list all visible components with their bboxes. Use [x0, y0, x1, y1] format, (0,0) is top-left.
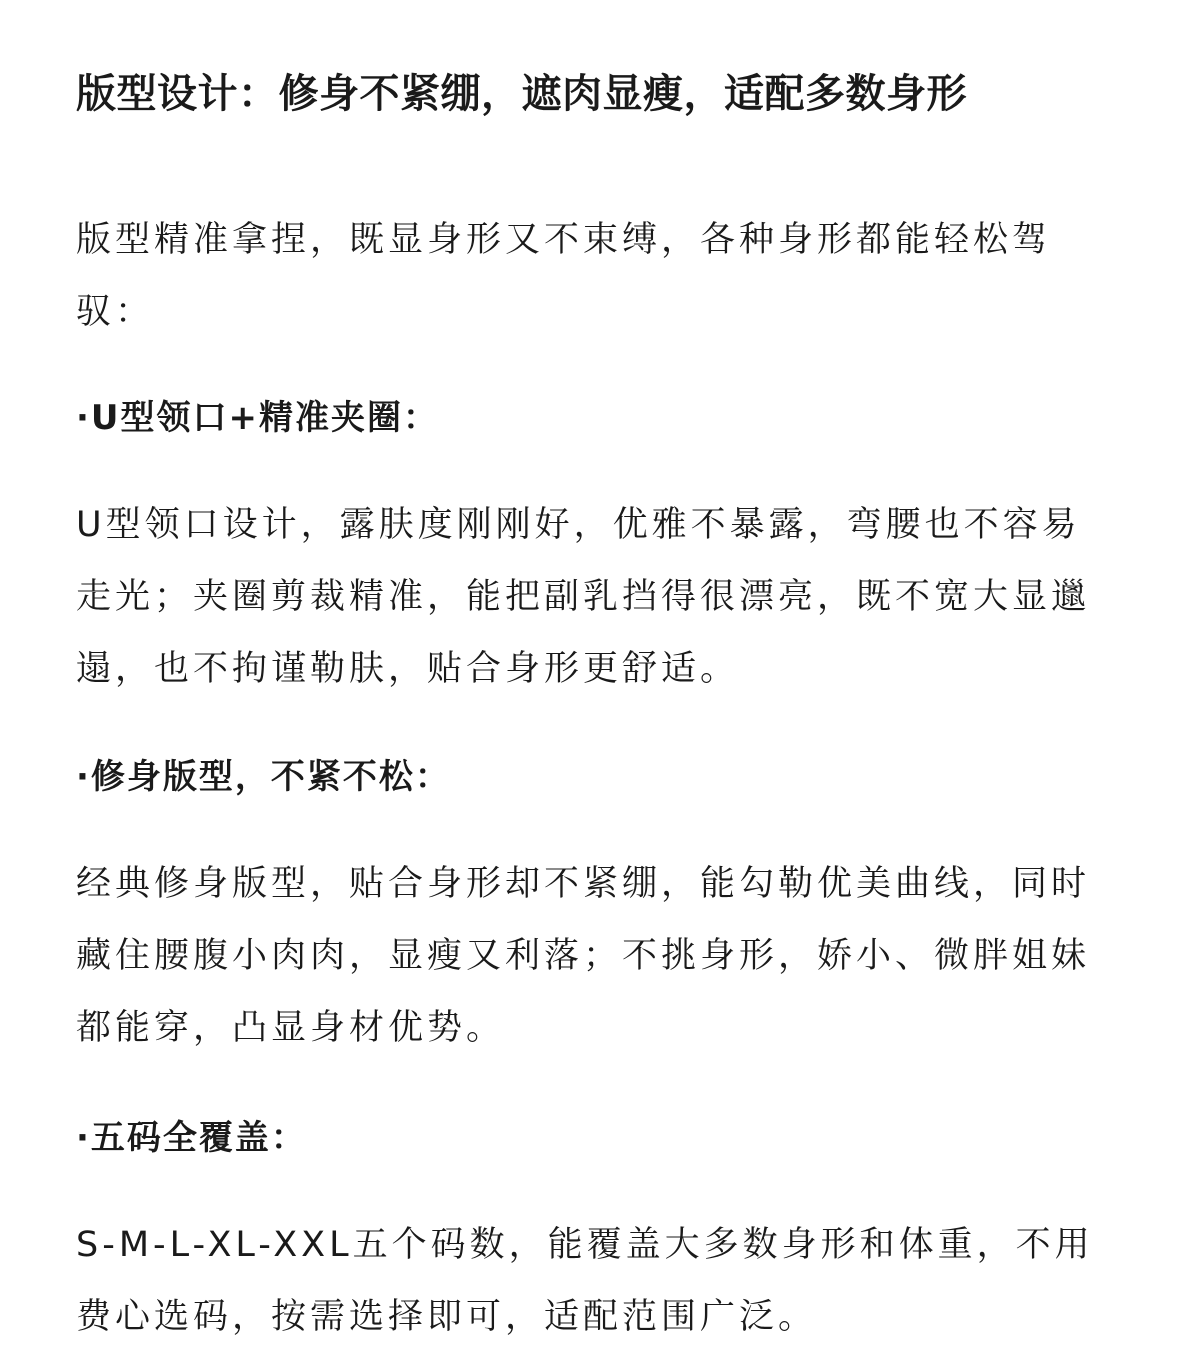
paragraph-line: 走光；夹圈剪裁精准，能把副乳挡得很漂亮，既不宽大显邋 [76, 577, 1091, 617]
section-heading-neckline: ·U型领口+精准夹圈： [76, 398, 440, 438]
section-body-fit [76, 848, 1126, 1064]
paragraph-line: S-M-L-XL-XXL五个码数，能覆盖大多数身形和体重，不用 [76, 1225, 1094, 1265]
paragraph-line: 藏住腰腹小肉肉，显瘦又利落；不挑身形，娇小、微胖姐妹 [76, 936, 1091, 976]
paragraph-line: 版型精准拿捏，既显身形又不束缚，各种身形都能轻松驾 [76, 220, 1052, 260]
paragraph-line: U型领口设计，露肤度刚刚好，优雅不暴露，弯腰也不容易 [76, 505, 1081, 545]
paragraph-line: 驭： [76, 292, 155, 332]
paragraph-line: 经典修身版型，贴合身形却不紧绷，能勾勒优美曲线，同时 [76, 864, 1091, 904]
paragraph-line: 遢，也不拘谨勒肤，贴合身形更舒适。 [76, 649, 740, 689]
intro-paragraph [76, 204, 1126, 348]
paragraph-line: 都能穿，凸显身材优势。 [76, 1008, 506, 1048]
paragraph-line: 费心选码，按需选择即可，适配范围广泛。 [76, 1297, 818, 1337]
section-body-neckline [76, 489, 1126, 705]
section-heading-fit: ·修身版型，不紧不松： [76, 757, 451, 797]
section-heading-sizes: ·五码全覆盖： [76, 1118, 307, 1158]
section-body-sizes [76, 1209, 1126, 1353]
page-title: 版型设计：修身不紧绷，遮肉显瘦，适配多数身形 [76, 71, 967, 117]
